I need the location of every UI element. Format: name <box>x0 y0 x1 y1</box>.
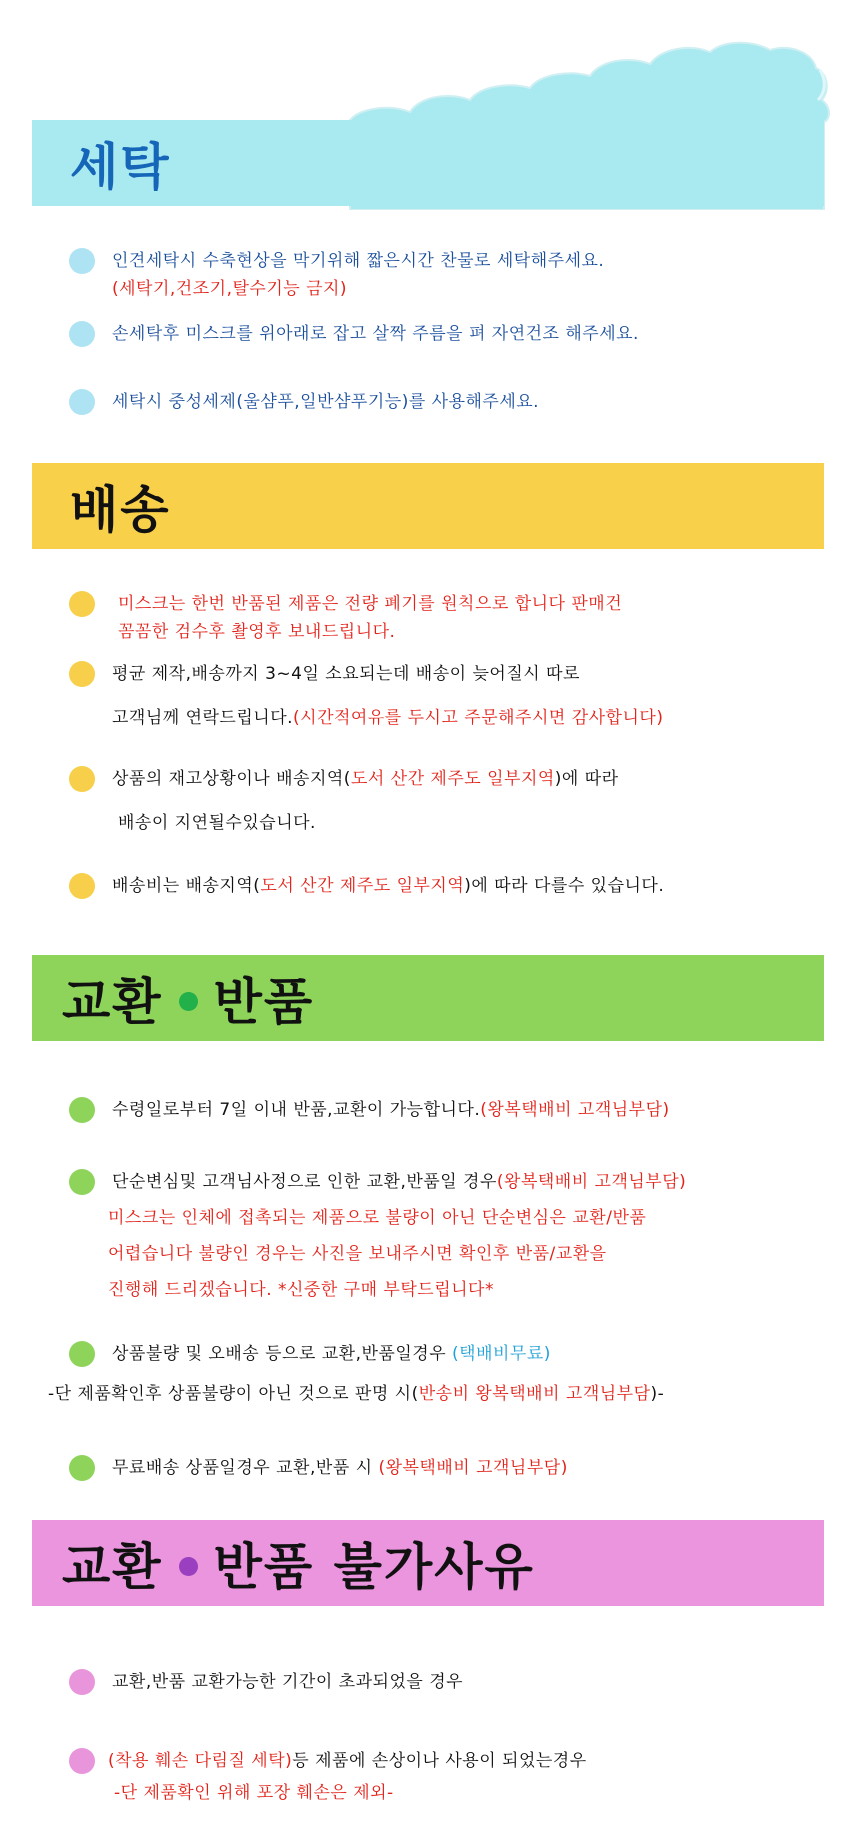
item-text: (세탁기,건조기,탈수기능 금지) <box>112 279 348 299</box>
shipping-title: 배송 <box>70 481 171 539</box>
washing-section-header <box>32 120 824 206</box>
item-text-highlight: (왕복택배비 고객님부담) <box>378 1458 568 1478</box>
item-text-highlight: (택배비무료) <box>452 1344 551 1364</box>
separator-dot-icon <box>179 1557 198 1576</box>
item-text: 무료배송 상품일경우 교환,반품 시 <box>112 1458 379 1478</box>
item-text-line <box>112 1457 568 1479</box>
bullet-icon <box>69 1669 95 1695</box>
item-text-line <box>112 1099 670 1121</box>
bullet-icon <box>69 1455 95 1481</box>
item-text: 상품불량 및 오배송 등으로 교환,반품일경우 <box>112 1344 453 1364</box>
item-text-highlight: (시간적여유를 두시고 주문해주시면 감사합니다) <box>293 708 664 728</box>
item-text: )- <box>650 1384 665 1404</box>
nonreturn-title <box>62 1527 535 1599</box>
item-text-highlight: (왕복택배비 고객님부담) <box>480 1100 670 1120</box>
item-text: 배송이 지연될수있습니다. <box>118 813 316 833</box>
bullet-icon <box>69 591 95 617</box>
exchange-title-part: 반품 <box>213 973 315 1031</box>
item-text: 미스크는 한번 반품된 제품은 전량 폐기를 원칙으로 합니다 판매건 <box>118 594 623 614</box>
item-text-highlight: (왕복택배비 고객님부담) <box>496 1172 687 1192</box>
item-text-line <box>48 1383 664 1405</box>
nonreturn-section-header <box>32 1520 824 1606</box>
item-text: 수령일로부터 7일 이내 반품,교환이 가능합니다. <box>112 1100 481 1120</box>
bullet-icon <box>69 248 95 274</box>
item-text: )에 따라 다를수 있습니다. <box>464 876 665 896</box>
nonreturn-title-part: 반품 불가사유 <box>213 1538 535 1596</box>
item-text: 교환,반품 교환가능한 기간이 초과되었을 경우 <box>112 1672 464 1692</box>
item-text: -단 제품확인 위해 포장 훼손은 제외- <box>114 1783 394 1803</box>
bullet-icon <box>69 661 95 687</box>
item-text: 고객님께 연락드립니다. <box>112 708 294 728</box>
item-text: 세탁시 중성세제(울샴푸,일반샴푸기능)를 사용해주세요. <box>112 392 540 412</box>
exchange-title <box>62 962 314 1034</box>
item-text-highlight: 반송비 왕복택배비 고객님부담 <box>418 1384 651 1404</box>
item-text-line <box>112 707 663 729</box>
item-text: 미스크는 인체에 접촉되는 제품으로 불량이 아닌 단순변심은 교환/반품 <box>108 1208 647 1228</box>
item-text-highlight: 도서 산간 제주도 일부지역 <box>260 876 465 896</box>
item-text: 배송비는 배송지역( <box>112 876 261 896</box>
bullet-icon <box>69 1748 95 1774</box>
item-text: 꼼꼼한 검수후 촬영후 보내드립니다. <box>118 622 396 642</box>
bullet-icon <box>69 1341 95 1367</box>
item-text: 등 제품에 손상이나 사용이 되었는경우 <box>292 1751 587 1771</box>
item-text-line <box>108 1750 587 1772</box>
item-text-highlight: 도서 산간 제주도 일부지역 <box>350 769 555 789</box>
item-text: 진행해 드리겠습니다. *신중한 구매 부탁드립니다* <box>108 1280 494 1300</box>
item-text-line <box>112 1171 686 1193</box>
shipping-section-header <box>32 463 824 549</box>
item-text: 인견세탁시 수축현상을 막기위해 짧은시간 찬물로 세탁해주세요. <box>112 251 605 271</box>
item-text-line <box>112 768 619 790</box>
item-text: 상품의 재고상황이나 배송지역( <box>112 769 351 789</box>
item-text: 단순변심및 고객님사정으로 인한 교환,반품일 경우 <box>112 1172 497 1192</box>
nonreturn-title-part: 교환 <box>62 1538 163 1596</box>
exchange-section-header <box>32 955 824 1041</box>
bullet-icon <box>69 766 95 792</box>
item-text: 손세탁후 미스크를 위아래로 잡고 살짝 주름을 펴 자연건조 해주세요. <box>112 324 639 344</box>
item-text-highlight: (착용 훼손 다림질 세탁) <box>108 1751 293 1771</box>
separator-dot-icon <box>179 992 198 1011</box>
bullet-icon <box>69 873 95 899</box>
washing-title: 세탁 <box>70 138 171 196</box>
item-text: -단 제품확인후 상품불량이 아닌 것으로 판명 시( <box>48 1384 419 1404</box>
bullet-icon <box>69 321 95 347</box>
bullet-icon <box>69 1097 95 1123</box>
item-text-line <box>112 875 664 897</box>
item-text-line <box>112 1343 551 1365</box>
bullet-icon <box>69 389 95 415</box>
bullet-icon <box>69 1169 95 1195</box>
exchange-title-part: 교환 <box>62 973 163 1031</box>
item-text: 평균 제작,배송까지 3~4일 소요되는데 배송이 늦어질시 따로 <box>112 664 580 684</box>
item-text: )에 따라 <box>554 769 619 789</box>
item-text: 어렵습니다 불량인 경우는 사진을 보내주시면 확인후 반품/교환을 <box>108 1244 607 1264</box>
